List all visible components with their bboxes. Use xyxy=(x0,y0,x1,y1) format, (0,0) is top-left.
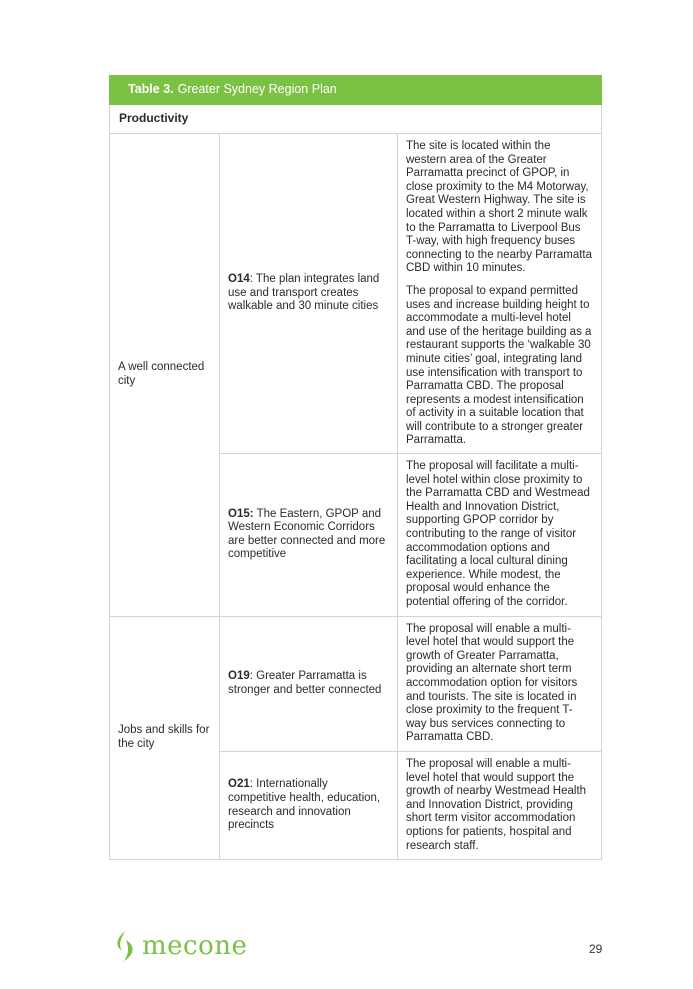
objective-text: : Internationally competitive health, education, research and innovation precincts xyxy=(228,778,381,832)
objective-cell xyxy=(220,751,398,859)
response-cell xyxy=(398,751,602,859)
table-title-row xyxy=(110,76,602,105)
response-paragraph: The proposal to expand permitted uses and increase building height to accommodate a multi-level hotel and use of the heritage building as a restaurant supports the ‘walkable 30 minute cities’ goal, integrating land use intensification with transport to Parramatta CBD. The proposal represents a modest intensification of activity in a suitable location that will contribute to a stronger greater Parramatta. xyxy=(406,284,592,447)
objective-cell xyxy=(220,454,398,617)
table-number: Table 3. xyxy=(128,82,174,97)
objective-code: O14 xyxy=(228,273,250,286)
table-row xyxy=(110,134,602,454)
response-cell xyxy=(398,454,602,617)
leaf-icon xyxy=(112,930,138,962)
response-paragraph: The proposal will enable a multi-level hotel that would support the growth of Greater Parramatta, providing an alternate short term accommodation option for visitors and tourists. The site is located in close proximity to the frequent T-way bus services connecting to Parramatta CBD. xyxy=(406,622,578,744)
page-number: 29 xyxy=(589,942,603,956)
logo-text: mecone xyxy=(142,931,248,961)
mecone-logo xyxy=(112,930,247,962)
response-cell xyxy=(398,616,602,751)
response-paragraph: The proposal will enable a multi-level hotel that would support the growth of nearby Westmead Health and Innovation District, providing short term visitor accommodation options for patients, hospital and research staff. xyxy=(406,757,587,852)
objective-text: : The plan integrates land use and transport creates walkable and 30 minute cities xyxy=(228,273,380,313)
objective-text: : Greater Parramatta is stronger and better connected xyxy=(228,670,382,696)
table-title-text: Greater Sydney Region Plan xyxy=(177,82,337,97)
objective-code: O15: xyxy=(228,507,254,520)
objective-code: O19 xyxy=(228,670,250,683)
objective-cell xyxy=(220,134,398,454)
objective-text: The Eastern, GPOP and Western Economic Corridors are better connected and more competitive xyxy=(228,507,386,561)
group-label: Jobs and skills for the city xyxy=(110,616,220,860)
response-paragraph: The site is located within the western area of the Greater Parramatta precinct of GPOP, in close proximity to the M4 Motorway, Great Western Highway. The site is located within a short 2 minute walk to the Parramatta to Liverpool Bus T-way, with high frequency buses connecting to the nearby Parramatta CBD within 10 minutes. xyxy=(406,140,593,275)
objective-cell xyxy=(220,616,398,751)
region-plan-table xyxy=(109,75,602,860)
response-cell xyxy=(398,134,602,454)
objective-code: O21 xyxy=(228,778,250,791)
section-heading: Productivity xyxy=(110,105,602,134)
table-title xyxy=(110,76,602,105)
table-row xyxy=(110,616,602,751)
response-paragraph: The proposal will facilitate a multi-level hotel within close proximity to the Parramatta CBD and Westmead Health and Innovation District, supporting GPOP corridor by contributing to the range of visitor accommodation options and facilitating a local cultural dining experience. While modest, the proposal would enhance the potential offering of the corridor. xyxy=(406,460,590,608)
section-row xyxy=(110,105,602,134)
group-label: A well connected city xyxy=(110,134,220,617)
